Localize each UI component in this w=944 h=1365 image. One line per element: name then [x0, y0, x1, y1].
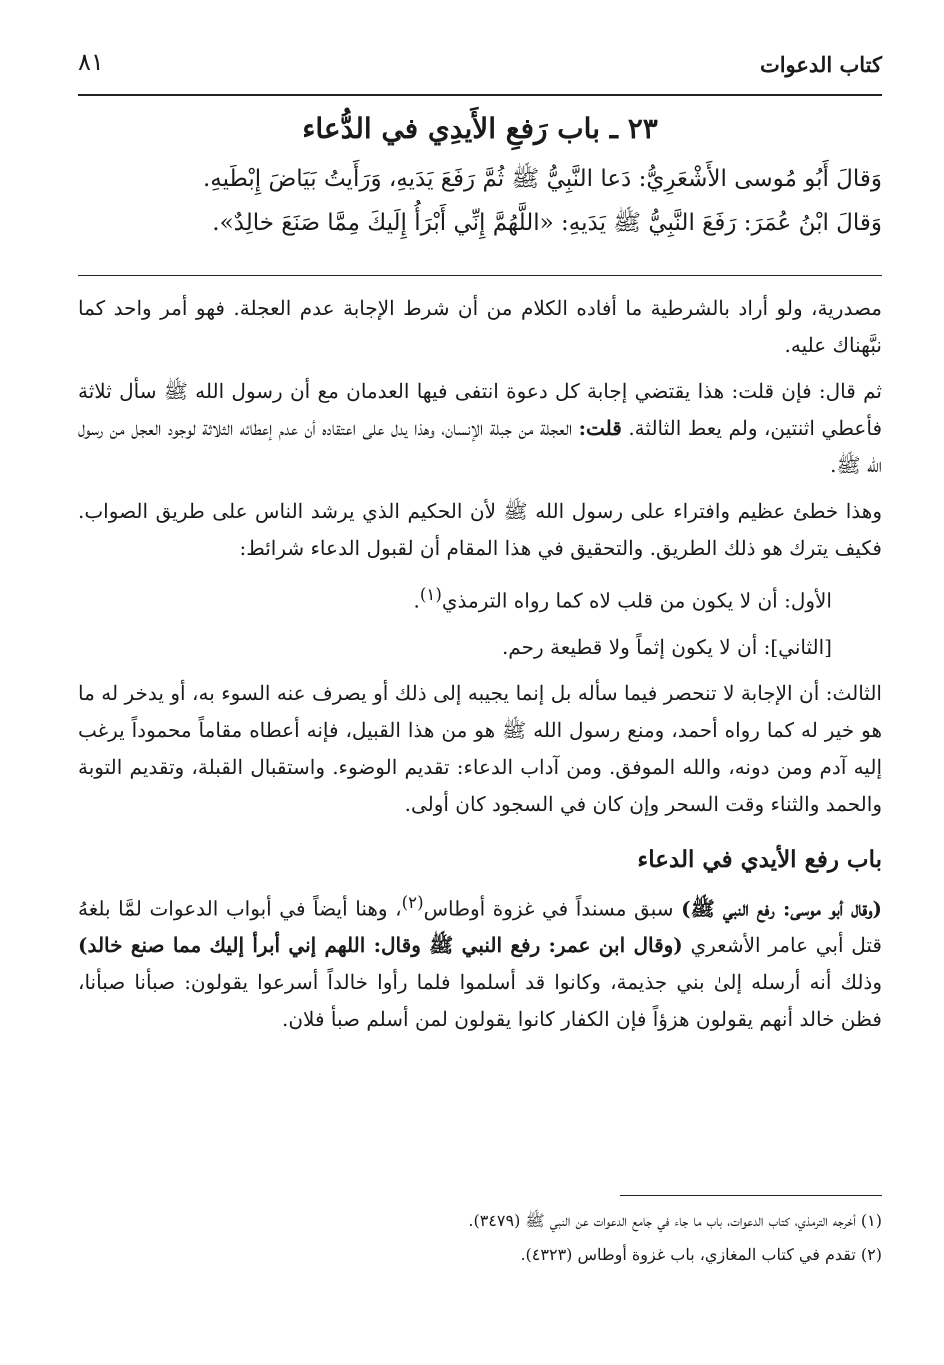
- sub-heading: باب رفع الأيدي في الدعاء: [637, 845, 882, 873]
- paragraph: مصدرية، ولو أراد بالشرطية ما أفاده الكلام من أن شرط الإجابة عدم العجلة. فهو أمر واحد كما نبَّهناك عليه.: [78, 296, 882, 357]
- hadith-ibn-umar: وَقالَ ابْنُ عُمَرَ: رَفَعَ النَّبِيُّ ﷺ يَدَيهِ: «اللَّهُمَّ إِنِّي أَبْرَأُ إِلَيكَ مِمَّا صَنَعَ خالِدٌ».: [212, 210, 882, 236]
- condition-text: الأول: أن لا يكون من قلب لاه كما رواه الترمذي: [441, 588, 832, 613]
- chapter-title: ٢٣ ـ باب رَفعِ الأَيدِي في الدُّعاء: [302, 112, 658, 145]
- bold-quote: (وقال ابن عمر: رفع النبي ﷺ وقال: اللهم إني أبرأ إليك مما صنع خالد): [78, 933, 683, 958]
- paragraph-text: العجلة من جبلة الإنسان، وهذا يدل على اعتقاده أن عدم إعطائه الثلاثة لوجود العجل من رسول الله ﷺ.: [78, 416, 882, 477]
- section-divider: [78, 275, 882, 276]
- condition-second: [الثاني]: أن لا يكون إثماً ولا قطيعة رحم.: [501, 634, 832, 659]
- footnote: (١) أخرجه الترمذي، كتاب الدعوات، باب ما جاء في جامع الدعوات عن النبي ﷺ (٣٤٧٩).: [468, 1211, 882, 1230]
- footnote-ref: (٢): [401, 892, 424, 912]
- bold-term: قلت:: [578, 416, 622, 440]
- paragraph: [78, 884, 882, 1039]
- footnote: (٢) تقدم في كتاب المغازي، باب غزوة أوطاس (٤٣٢٣).: [520, 1245, 882, 1264]
- hadith-abu-musa: وَقالَ أَبُو مُوسى الأَشْعَرِيُّ: دَعا النَّبِيُّ ﷺ ثُمَّ رَفَعَ يَدَيهِ، وَرَأَيتُ بَيَاضَ إِبْطَيهِ.: [202, 166, 882, 192]
- paragraph-text: وذلك أنه أرسله إلىٰ بني جذيمة، وكانوا قد أسلموا فلما رأوا خالداً أسرعوا يقولون: صبأنا صبأنا، فظن خالد أنهم يقولون هزؤاً فإن الكفار كانوا يقولون لمن أسلم صبأ فلان.: [78, 970, 882, 1032]
- running-head: كتاب الدعوات: [759, 52, 882, 77]
- footnote-ref: (١): [419, 585, 442, 604]
- footnote-divider: [620, 1195, 882, 1196]
- paragraph-text: ثم قال: فإن قلت: هذا يقتضي إجابة كل دعوة انتفى فيها العدمان مع أن رسول الله ﷺ سأل ثلاثة فأعطي اثنتين، ولم يعط الثالثة.: [78, 379, 883, 440]
- paragraph: وهذا خطئ عظيم وافتراء على رسول الله ﷺ لأن الحكيم الذي يرشد الناس على طريق الصواب. فكيف يترك هو ذلك الطريق. والتحقيق في هذا المقام أن لقبول الدعاء شرائط:: [78, 499, 882, 560]
- paragraph: [78, 373, 882, 484]
- commentary-body: [78, 290, 882, 1047]
- paragraph-text: سبق مسنداً في غزوة أوطاس: [423, 896, 674, 921]
- condition-first: الأول: أن لا يكون من قلب لاه كما رواه الترمذي$^{(١)}$.: [413, 585, 832, 613]
- condition-third: الثالث: أن الإجابة لا تنحصر فيما سأله بل إنما يجيبه إلى ذلك أو يصرف عنه السوء به، أو يدخر له ما هو خير له كما رواه أحمد، ومنع رسول الله ﷺ هو من هذا القبيل، فإنه أعطاه مقاماً محموداً يرغب إليه آدم ومن دونه، والله الموفق. ومن آداب الدعاء: تقديم الوضوء. واستقبال القبلة، وتقديم التوبة والحمد والثناء وقت السحر وإن كان في السجود كان أولى.: [78, 680, 882, 816]
- page-number: ٨١: [78, 48, 104, 76]
- paragraph-text: ، وهنا أيضاً في أبواب الدعوات لمَّا بلغهُ قتل أبي عامر الأشعري: [78, 896, 882, 958]
- page-header: [78, 42, 882, 96]
- bold-quote: (وقال أبو موسى: رفع النبي ﷺ): [681, 896, 883, 921]
- footnotes: [78, 1204, 882, 1272]
